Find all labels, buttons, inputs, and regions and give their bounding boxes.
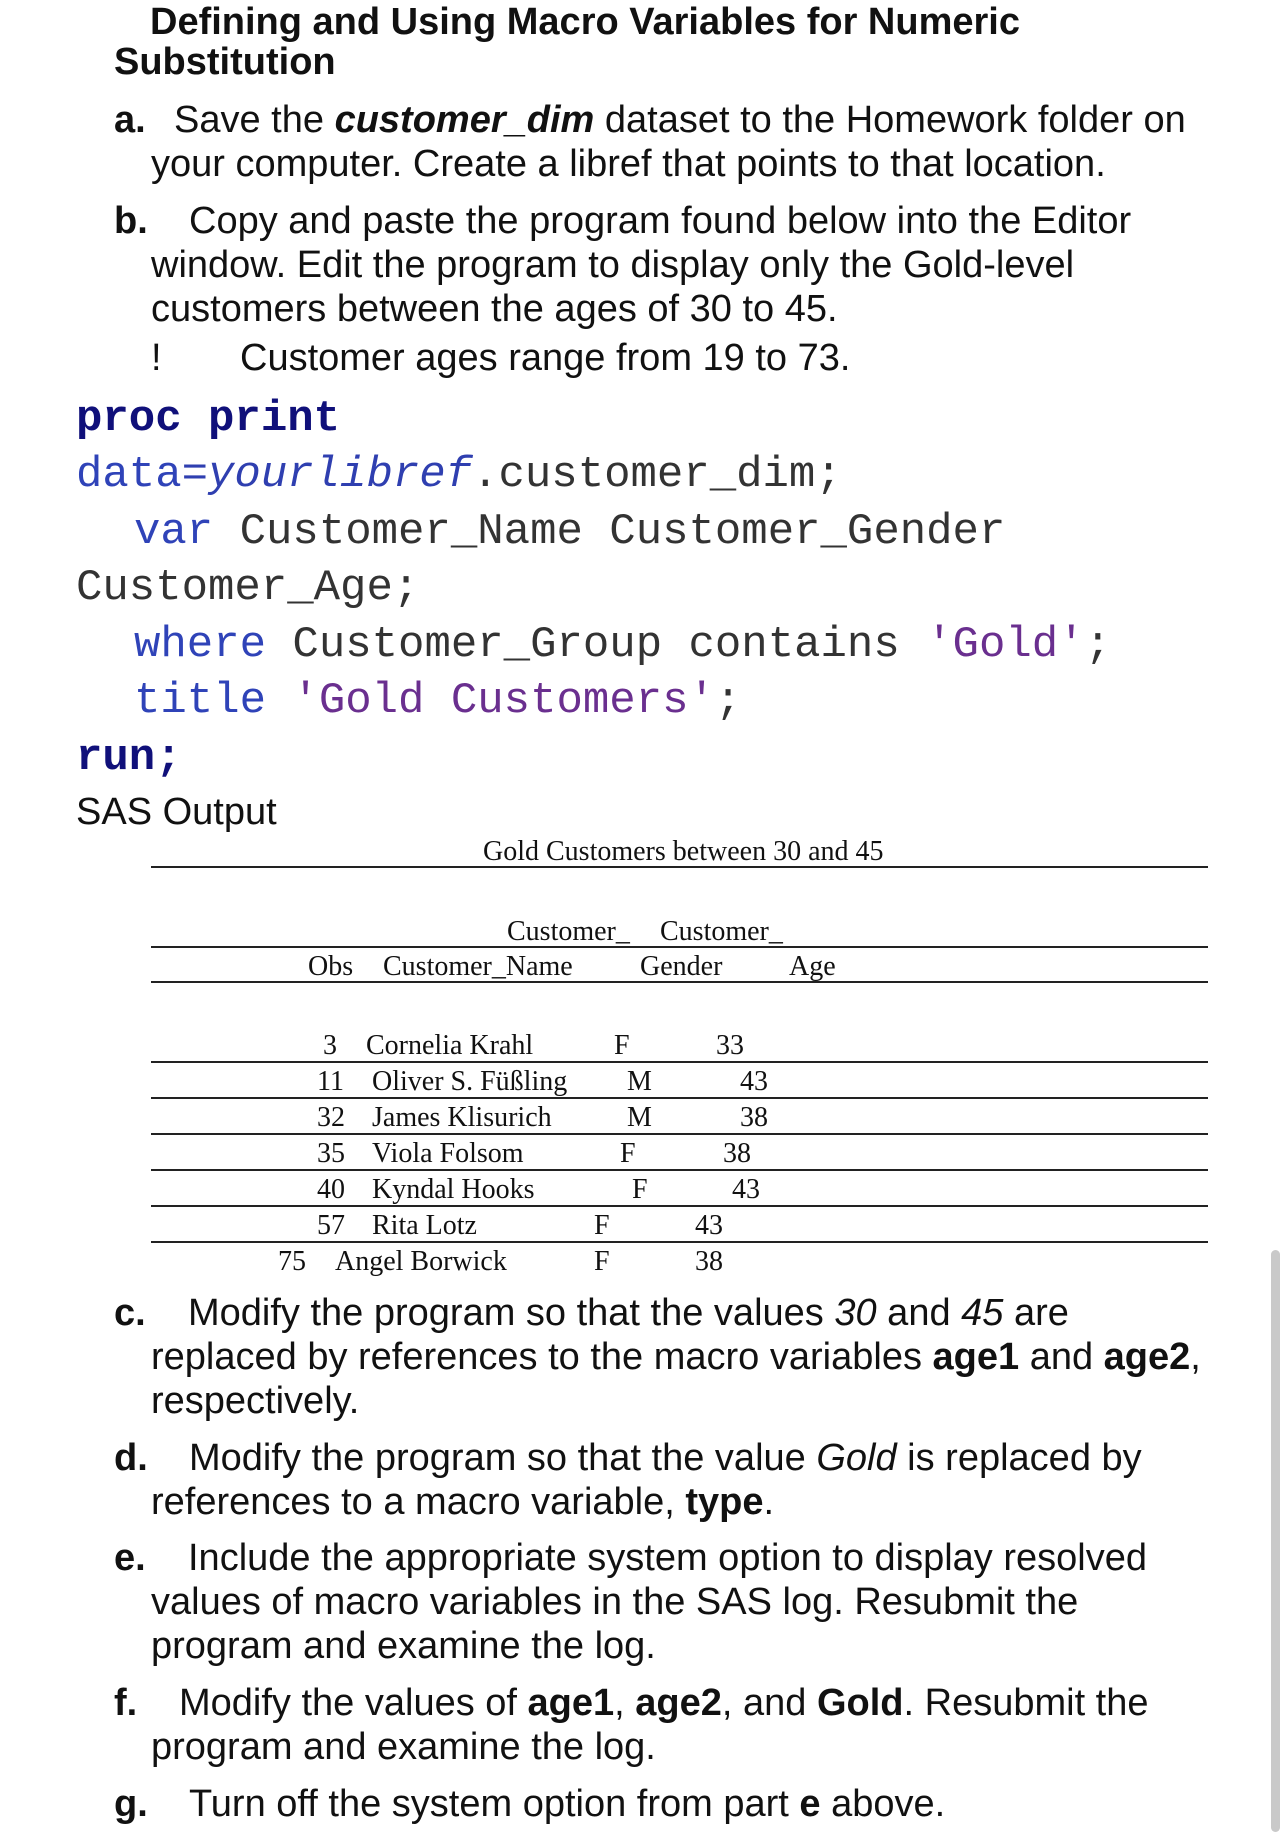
step-e-line3: program and examine the log. — [151, 1625, 656, 1667]
rule-header-bottom — [151, 981, 1208, 983]
row-2-age: 43 — [740, 1066, 768, 1097]
row-rule — [151, 1061, 1208, 1063]
row-5-age: 43 — [732, 1174, 760, 1205]
row-3-gender: M — [627, 1102, 652, 1133]
row-7-gender: F — [594, 1246, 610, 1277]
header-gender: Gender — [640, 951, 723, 982]
row-2-obs: 11 — [317, 1066, 344, 1097]
step-d-marker: d. — [114, 1437, 148, 1479]
row-5-name: Kyndal Hooks — [372, 1174, 535, 1205]
step-b-line2: window. Edit the program to display only the Gold-level — [151, 244, 1075, 286]
page-title-line1: Defining and Using Macro Variables for Numeric — [150, 1, 1020, 43]
step-a-line2: your computer. Create a libref that points to that location. — [151, 143, 1106, 185]
row-3-obs: 32 — [317, 1102, 345, 1133]
step-g-line1: g. Turn off the system option from part e above. — [114, 1783, 946, 1825]
rule-header-top — [151, 946, 1208, 948]
step-c-line3: respectively. — [151, 1380, 360, 1422]
row-rule — [151, 1241, 1208, 1243]
rule-under-title — [151, 866, 1208, 868]
code-line-6: title 'Gold Customers'; — [134, 676, 742, 726]
note-icon: ! — [151, 337, 162, 379]
step-d-line1: d. Modify the program so that the value Gold is replaced by — [114, 1437, 1142, 1479]
row-4-age: 38 — [723, 1138, 751, 1169]
header-age-top: Customer_ — [660, 916, 783, 947]
header-age: Age — [789, 951, 836, 982]
code-line-4: Customer_Age; — [76, 563, 420, 613]
step-e-line1: e. Include the appropriate system option to display resolved — [114, 1537, 1147, 1579]
note-text: Customer ages range from 19 to 73. — [240, 337, 851, 379]
row-rule — [151, 1133, 1208, 1135]
header-gender-top: Customer_ — [507, 916, 630, 947]
row-rule — [151, 1169, 1208, 1171]
row-6-obs: 57 — [317, 1210, 345, 1241]
step-f-line2: program and examine the log. — [151, 1726, 656, 1768]
sas-output-label: SAS Output — [76, 791, 277, 833]
header-name: Customer_Name — [383, 951, 573, 982]
row-5-obs: 40 — [317, 1174, 345, 1205]
row-6-gender: F — [594, 1210, 610, 1241]
step-e-line2: values of macro variables in the SAS log. Resubmit the — [151, 1581, 1079, 1623]
row-6-name: Rita Lotz — [372, 1210, 477, 1241]
step-c-marker: c. — [114, 1292, 146, 1334]
output-title: Gold Customers between 30 and 45 — [483, 836, 884, 867]
row-4-name: Viola Folsom — [372, 1138, 524, 1169]
row-7-obs: 75 — [278, 1246, 306, 1277]
step-c-line2: replaced by references to the macro variables age1 and age2, — [151, 1336, 1201, 1378]
step-b-line1: b. Copy and paste the program found below into the Editor — [114, 200, 1132, 242]
row-1-age: 33 — [716, 1030, 744, 1061]
row-2-name: Oliver S. Füßling — [372, 1066, 568, 1097]
row-5-gender: F — [632, 1174, 648, 1205]
code-line-5: where Customer_Group contains 'Gold'; — [134, 620, 1111, 670]
row-6-age: 43 — [695, 1210, 723, 1241]
step-d-line2: references to a macro variable, type. — [151, 1481, 775, 1523]
row-7-age: 38 — [695, 1246, 723, 1277]
row-rule — [151, 1205, 1208, 1207]
page-title-line2: Substitution — [114, 41, 336, 83]
header-obs: Obs — [308, 951, 354, 982]
code-line-1: proc print — [76, 394, 341, 444]
step-e-marker: e. — [114, 1537, 146, 1579]
step-f-line1: f. Modify the values of age1, age2, and Gold. Resubmit the — [114, 1682, 1149, 1724]
code-line-2: data=yourlibref.customer_dim; — [76, 450, 842, 500]
dataset-name: customer_dim — [334, 99, 595, 141]
code-line-7: run; — [76, 733, 182, 783]
vertical-scrollbar[interactable] — [1271, 1250, 1280, 1832]
row-4-gender: F — [620, 1138, 636, 1169]
step-c-line1: c. Modify the program so that the values 30 and 45 are — [114, 1292, 1069, 1334]
step-a-marker: a. — [114, 99, 146, 141]
row-1-name: Cornelia Krahl — [366, 1030, 534, 1061]
row-4-obs: 35 — [317, 1138, 345, 1169]
row-2-gender: M — [627, 1066, 652, 1097]
step-f-marker: f. — [114, 1682, 138, 1724]
row-1-obs: 3 — [323, 1030, 337, 1061]
row-3-age: 38 — [740, 1102, 768, 1133]
step-g-marker: g. — [114, 1783, 148, 1825]
row-7-name: Angel Borwick — [335, 1246, 507, 1277]
row-1-gender: F — [614, 1030, 630, 1061]
code-line-3: var Customer_Name Customer_Gender — [134, 507, 1006, 557]
step-a-line1: a. Save the customer_dim dataset to the Homework folder on — [114, 99, 1186, 141]
step-b-marker: b. — [114, 200, 148, 242]
step-b-line3: customers between the ages of 30 to 45. — [151, 288, 838, 330]
row-3-name: James Klisurich — [372, 1102, 552, 1133]
row-rule — [151, 1097, 1208, 1099]
